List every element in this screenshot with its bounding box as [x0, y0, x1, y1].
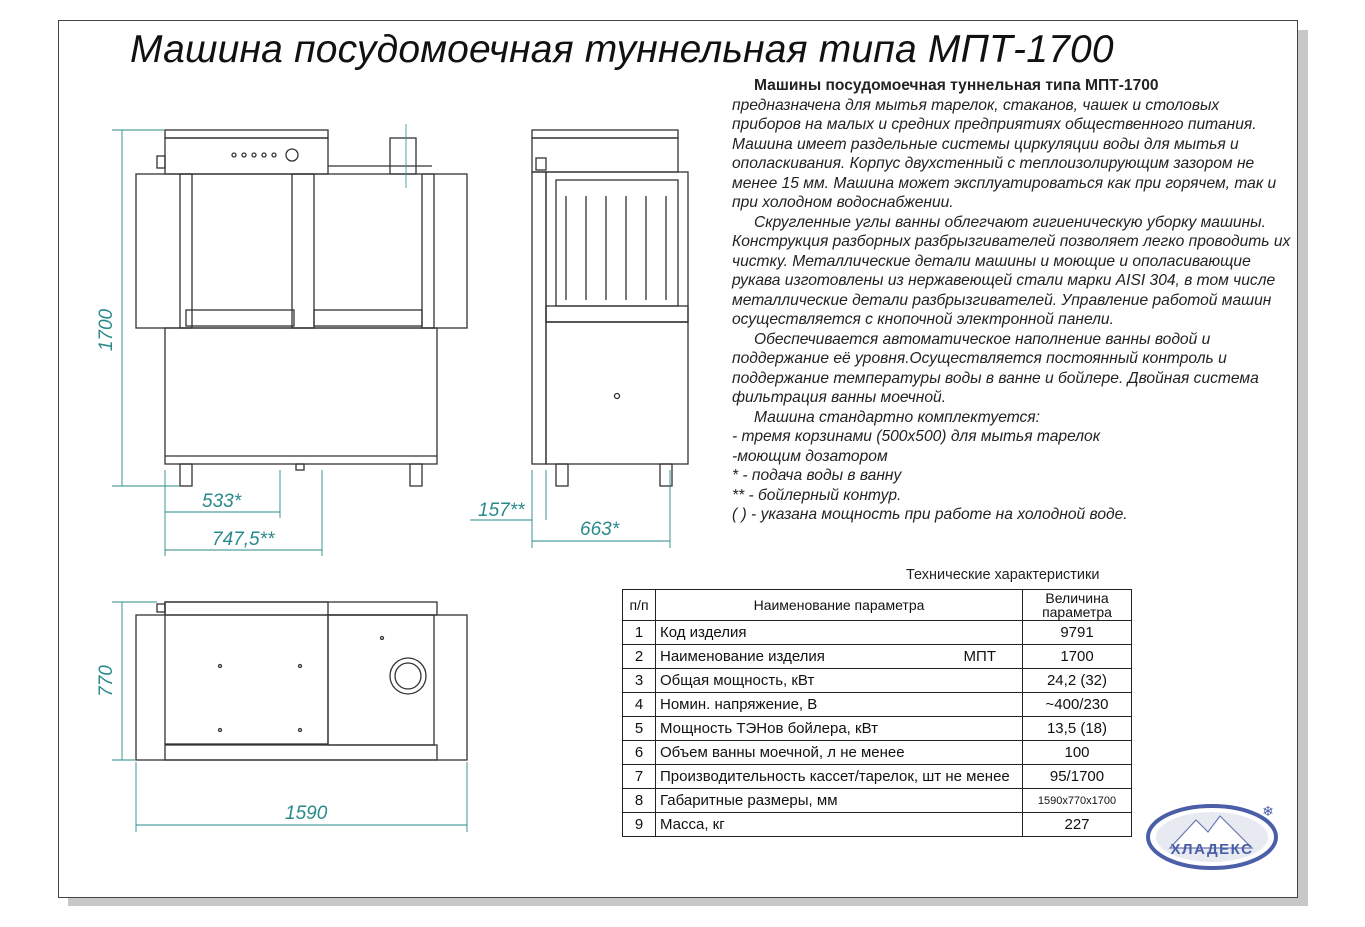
row-name: Масса, кг: [656, 813, 1023, 837]
description-paragraph-4: Машина стандартно комплектуется:: [754, 408, 1040, 426]
row-name: Мощность ТЭНов бойлера, кВт: [656, 717, 1023, 741]
list-item: * - подача воды в ванну: [732, 467, 902, 484]
page-title: Машина посудомоечная туннельная типа МПТ-1700: [130, 28, 1114, 71]
table-row: [623, 765, 1132, 789]
row-num: 9: [623, 813, 656, 837]
description-paragraph-3: Обеспечивается автоматическое наполнение ванны водой и поддержание её уровня.Осуществляется постоянный контроль и поддержание температуры воды в ванне и бойлере. Двойная система фильтрация ванны моечной.: [732, 330, 1259, 406]
row-value: 100: [1023, 741, 1132, 765]
table-row: [623, 741, 1132, 765]
header-name: Наименование параметра: [656, 590, 1023, 621]
description-heading: Машины посудомоечная туннельная типа МПТ-1700: [754, 77, 1159, 94]
dim-height-1700: 1700: [96, 308, 117, 352]
row-name: Производительность кассет/тарелок, шт не менее: [656, 765, 1023, 789]
row-num: 7: [623, 765, 656, 789]
dim-663: 663*: [580, 519, 620, 540]
list-item: - тремя корзинами (500х500) для мытья тарелок: [732, 428, 1101, 445]
side-view: [532, 130, 688, 486]
table-row: [623, 789, 1132, 813]
row-num: 4: [623, 693, 656, 717]
description-paragraph-1: предназначена для мытья тарелок, стаканов, чашек и столовых приборов на малых и средних предприятиях общественного питания. Машина имеет раздельные системы циркуляции воды для мытья и ополаскивания. Корпус двухстенный с теплоизолирующим зазором не менее 15 мм. Машина может эксплуатироваться как при горячем, так и при холодном водоснабжении.: [732, 96, 1277, 211]
description-paragraph-2: Скругленные углы ванны облегчают гигиеническую уборку машины. Конструкция разборных разбрызгивателей позволяет легко проводить их чистку. Металлические детали машины и моющие и ополасивающие рукава изготовлены из нержавеющей стали марки AISI 304, в том числе металлические детали разбрызгивателей. Управление работой машин осуществляется с кнопочной электронной панели.: [732, 213, 1291, 328]
row-value: 13,5 (18): [1023, 717, 1132, 741]
row-value: ~400/230: [1023, 693, 1132, 717]
row-num: 8: [623, 789, 656, 813]
top-view: [136, 602, 467, 760]
row-value: 1590х770х1700: [1023, 789, 1132, 813]
dim-depth-770: 770: [96, 665, 117, 697]
table-row: [623, 669, 1132, 693]
row-extra: МПТ: [963, 648, 996, 665]
row-value: 24,2 (32): [1023, 669, 1132, 693]
dim-7475: 747,5**: [212, 529, 275, 550]
table-row: [623, 645, 1132, 669]
row-value: 9791: [1023, 621, 1132, 645]
row-value: 227: [1023, 813, 1132, 837]
row-value: 1700: [1023, 645, 1132, 669]
table-row: [623, 813, 1132, 837]
row-value: 95/1700: [1023, 765, 1132, 789]
list-item: ( ) - указана мощность при работе на холодной воде.: [732, 506, 1128, 523]
header-num: п/п: [623, 590, 656, 621]
row-name: Код изделия: [656, 621, 1023, 645]
row-name: Номин. напряжение, В: [656, 693, 1023, 717]
dim-157: 157**: [478, 500, 525, 521]
row-name: Общая мощность, кВт: [656, 669, 1023, 693]
row-num: 3: [623, 669, 656, 693]
row-name: Объем ванны моечной, л не менее: [656, 741, 1023, 765]
table-row: [623, 717, 1132, 741]
row-num: 2: [623, 645, 656, 669]
row-num: 1: [623, 621, 656, 645]
table-caption: Технические характеристики: [906, 567, 1100, 583]
row-name: Габаритные размеры, мм: [656, 789, 1023, 813]
spec-table: [622, 589, 1132, 837]
logo-text: ХЛАДЕКС: [1170, 841, 1254, 858]
table-row: [623, 693, 1132, 717]
row-name-cell: [656, 645, 1023, 669]
row-num: 6: [623, 741, 656, 765]
row-name: Наименование изделия: [660, 648, 825, 665]
table-header-row: [623, 590, 1132, 621]
list-item: -моющим дозатором: [732, 447, 888, 465]
row-num: 5: [623, 717, 656, 741]
dim-width-1590: 1590: [285, 803, 328, 824]
snowflake-icon: ❄: [1262, 804, 1274, 820]
front-view: [136, 124, 467, 486]
company-logo: [1144, 802, 1280, 872]
table-row: [623, 621, 1132, 645]
dim-533: 533*: [202, 491, 242, 512]
header-value: Величина параметра: [1023, 590, 1132, 621]
list-item: ** - бойлерный контур.: [732, 486, 902, 504]
